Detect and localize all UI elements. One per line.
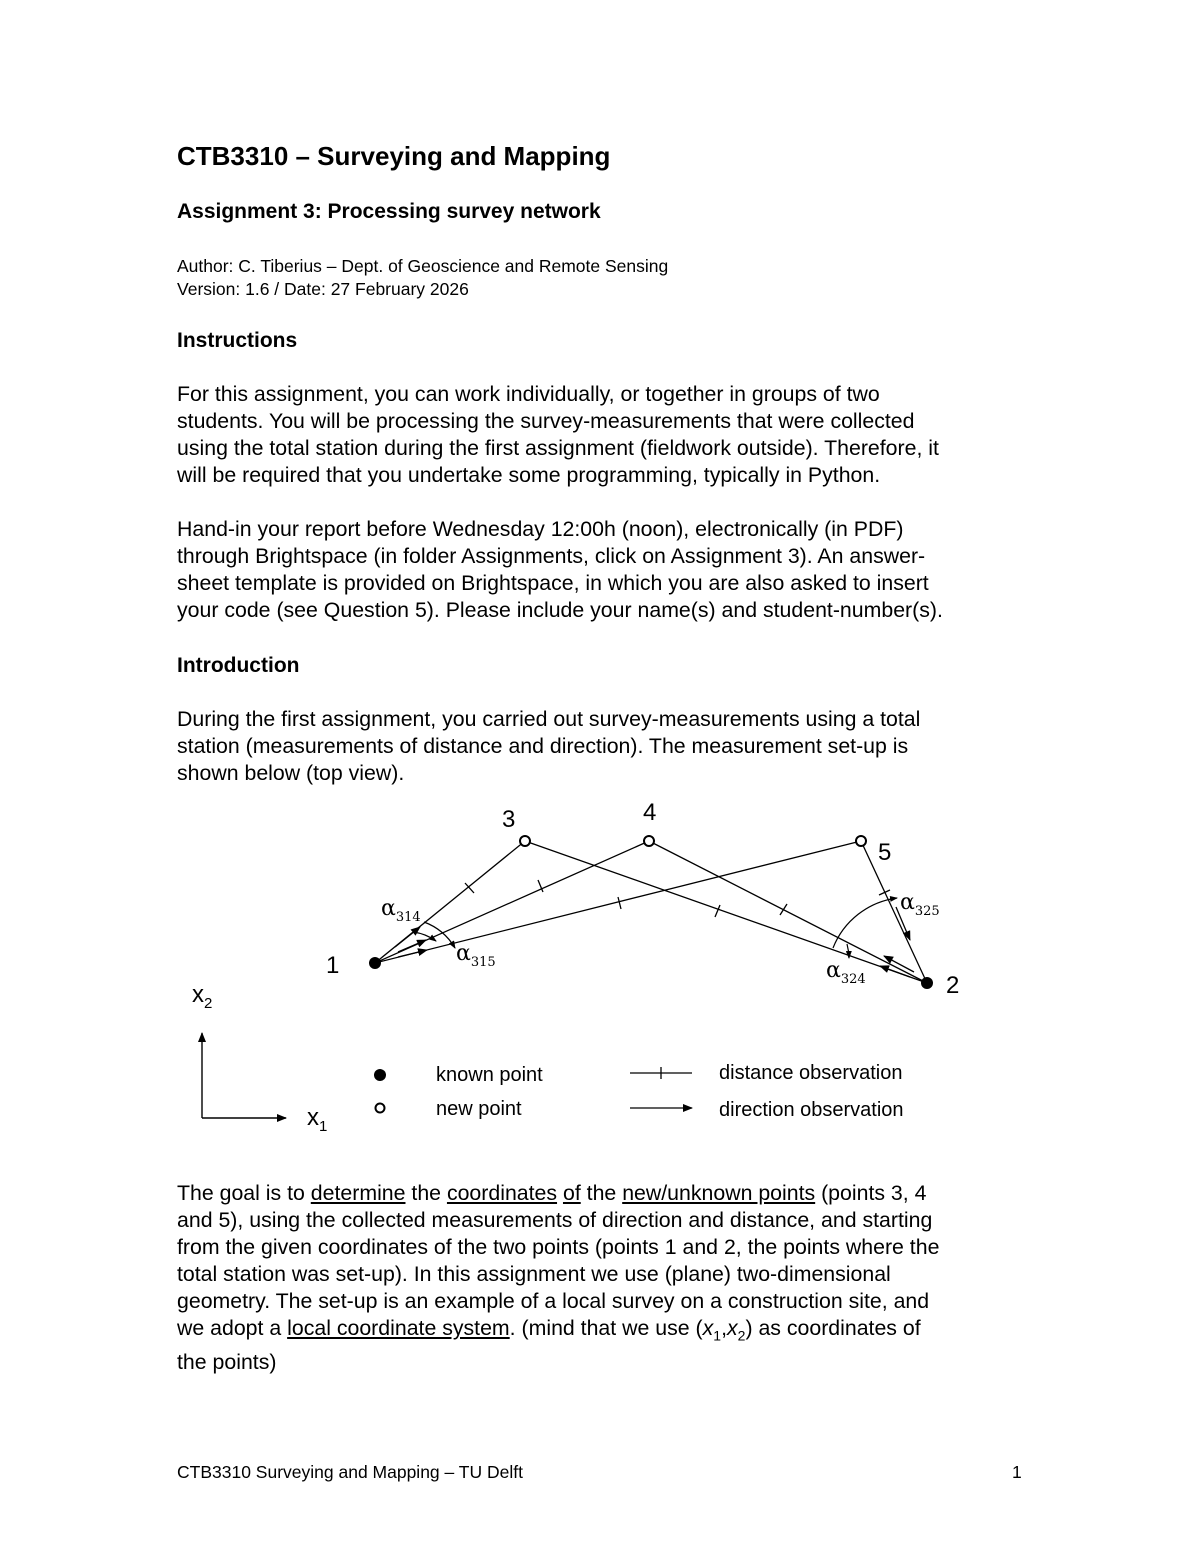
angle-label-325: $\alpha_{325}$ [900,890,940,919]
legend-new-point: new point [436,1098,522,1120]
math-subscript: 2 [737,1327,746,1344]
instructions-paragraph-1 [177,381,1057,489]
text-line [177,1180,1057,1207]
text-line: from the given coordinates of the two points (points 1 and 2, the points where the [177,1235,940,1259]
text-line: will be required that you undertake some programming, typically in Python. [177,463,881,487]
new-point-4 [644,836,654,846]
point-label-3: 3 [502,806,516,833]
text-run: the [580,1181,623,1205]
underlined-new-unknown-points: new/unknown points [622,1181,816,1205]
math-subscript: 1 [713,1327,722,1344]
text-line: station (measurements of distance and direction). The measurement set-up is [177,734,909,758]
survey-network-figure [0,790,1200,1150]
author-line: Author: C. Tiberius – Dept. of Geoscience and Remote Sensing [177,256,669,276]
text-line [177,1315,1057,1349]
known-point-1 [369,957,381,969]
text-line: using the total station during the first assignment (fieldwork outside). Therefore, it [177,436,939,460]
instructions-paragraph-2 [177,516,1057,624]
text-run: ) as coordinates of [745,1316,921,1340]
axis-label-x1: $x_1$ [307,1104,328,1135]
text-line: shown below (top view). [177,761,405,785]
text-line: geometry. The set-up is an example of a local survey on a construction site, and [177,1289,930,1313]
legend-distance-observation: distance observation [719,1062,903,1084]
introduction-paragraph-1 [177,706,1057,787]
text-line: For this assignment, you can work individually, or together in groups of two [177,382,880,406]
instructions-heading: Instructions [177,329,298,352]
line-2-3 [525,841,927,983]
page-number: 1 [1012,1462,1022,1482]
text-run: . (mind that we use ( [509,1316,703,1340]
text-line: your code (see Question 5). Please include your name(s) and student-number(s). [177,598,943,622]
text-line: through Brightspace (in folder Assignments, click on Assignment 3). An answer- [177,544,926,568]
underlined-determine: determine [310,1181,406,1205]
text-run: (points 3, 4 [815,1181,927,1205]
known-point-2 [921,977,933,989]
footer-text: CTB3310 Surveying and Mapping – TU Delft [177,1462,523,1482]
math-x: x [726,1316,738,1340]
point-label-2: 2 [946,972,960,999]
text-run: we adopt a [177,1316,288,1340]
distance-ticks [465,880,890,917]
angle-label-324: $\alpha_{324}$ [826,958,866,987]
text-line: the points) [177,1350,277,1375]
text-line: total station was set-up). In this assignment we use (plane) two-dimensional [177,1262,891,1286]
text-line: students. You will be processing the survey-measurements that were collected [177,409,915,433]
text-run: The goal is to [177,1181,311,1205]
angle-arc-314 [413,932,436,941]
angle-label-315: $\alpha_{315}$ [456,941,496,970]
axis-label-x2: $x_2$ [192,981,213,1012]
underlined-of: of [562,1181,581,1205]
point-label-4: 4 [643,799,657,826]
document-title: CTB3310 – Surveying and Mapping [177,141,611,171]
legend-direction-observation: direction observation [719,1099,904,1121]
version-line: Version: 1.6 / Date: 27 February 2026 [177,279,469,299]
angle-label-314: $\alpha_{314}$ [381,896,421,925]
legend-new-point-symbol [376,1104,385,1113]
line-1-5 [375,841,861,963]
text-line: During the first assignment, you carried out survey-measurements using a total [177,707,921,731]
legend-known-point-symbol [374,1069,386,1081]
point-label-5: 5 [878,839,892,866]
math-x: x [702,1316,714,1340]
new-point-5 [856,836,866,846]
assignment-subtitle: Assignment 3: Processing survey network [177,200,601,223]
text-line: and 5), using the collected measurements of direction and distance, and starting [177,1208,933,1232]
text-run: , [721,1316,727,1340]
angle-arc-324 [847,944,849,958]
text-line: Hand-in your report before Wednesday 12:00h (noon), electronically (in PDF) [177,517,904,541]
legend-known-point: known point [436,1064,543,1086]
point-label-1: 1 [326,952,340,979]
underlined-coordinates: coordinates [446,1181,558,1205]
text-line: sheet template is provided on Brightspace, in which you are also asked to insert [177,571,929,595]
text-run: the [405,1181,447,1205]
goal-paragraph [177,1180,1057,1376]
new-point-3 [520,836,530,846]
introduction-heading: Introduction [177,654,300,677]
underlined-local-coordinate-system: local coordinate system [287,1316,510,1340]
figure-legend [374,1062,904,1121]
